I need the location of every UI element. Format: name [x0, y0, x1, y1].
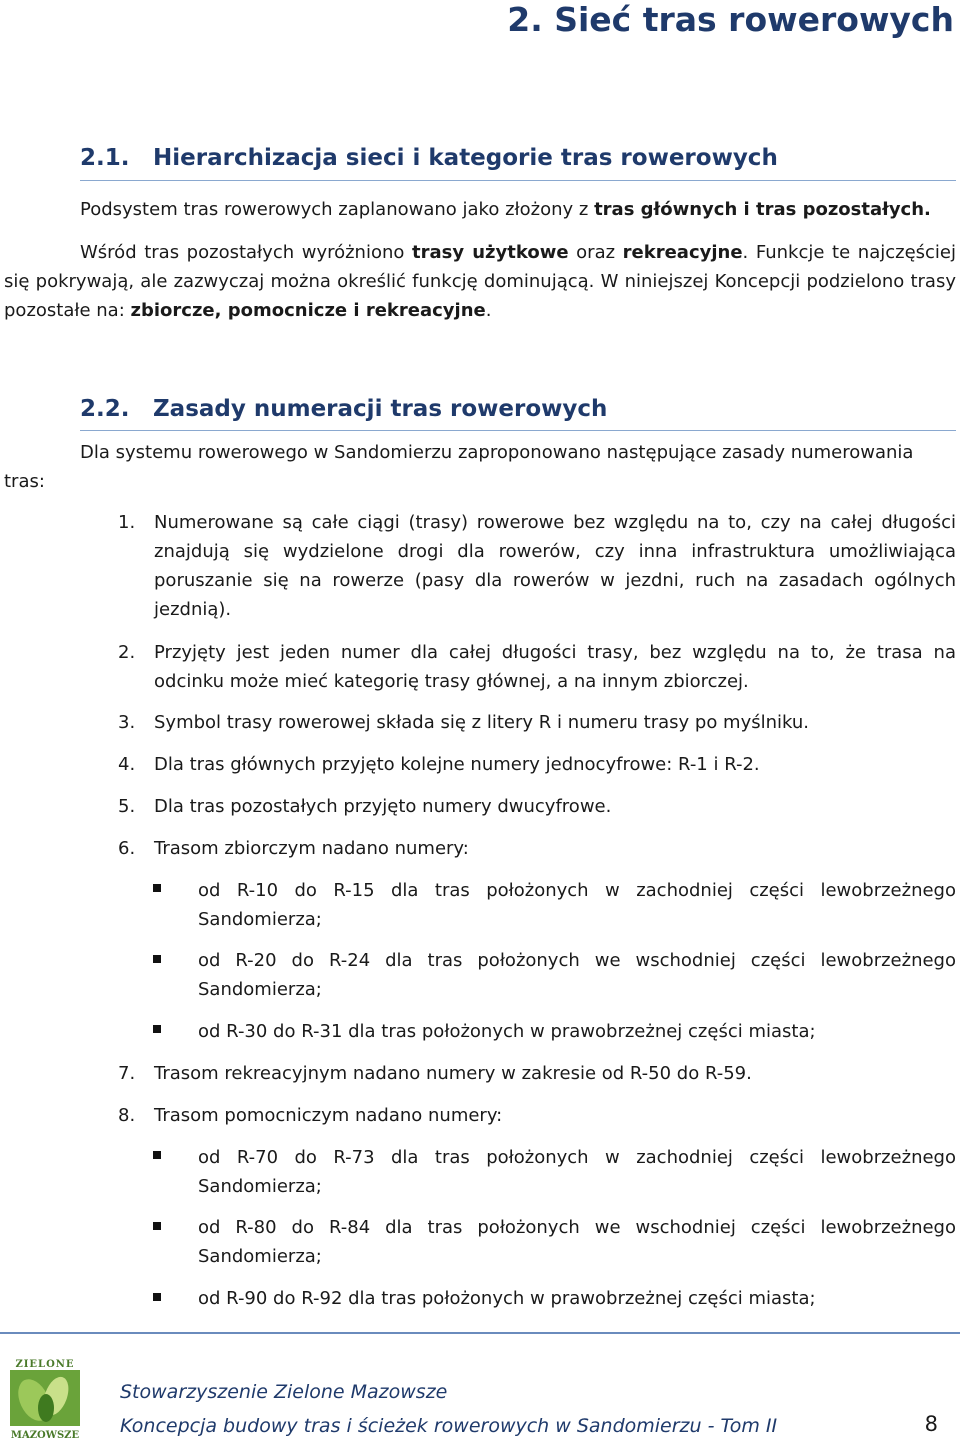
paragraph-1-text: Podsystem tras rowerowych zaplanowano jako złożony z: [80, 199, 595, 220]
paragraph-2-text-d: .: [485, 300, 492, 321]
bullet-marker: [153, 955, 161, 963]
section-heading-2-2: [80, 396, 607, 422]
bullet-text: od R-30 do R-31 dla tras położonych w prawobrzeżnej części miasta;: [198, 1021, 816, 1042]
rule-number: 5.: [118, 796, 136, 817]
footer-rule: [0, 1332, 960, 1334]
bullet-text: od R-20 do R-24 dla tras położonych we wschodniej części lewobrzeżnego Sandomierza;: [198, 950, 956, 1000]
rule-text: Trasom rekreacyjnym nadano numery w zakresie od R-50 do R-59.: [154, 1063, 752, 1084]
page-title: 2. Sieć tras rowerowych: [507, 0, 954, 39]
rule-number: 6.: [118, 838, 136, 859]
paragraph-1: [80, 195, 956, 224]
bullet-marker: [153, 1222, 161, 1230]
logo-bottom-text: MAZOWSZE: [10, 1430, 80, 1441]
rule-text: Trasom zbiorczym nadano numery:: [154, 838, 469, 859]
paragraph-2-text-a: Wśród tras pozostałych wyróżniono: [80, 242, 413, 263]
section-number: 2.1.: [80, 145, 130, 171]
paragraph-2-bold-b: rekreacyjne: [622, 242, 743, 263]
heading-rule: [80, 430, 956, 431]
document-title: Koncepcja budowy tras i ścieżek rowerowych w Sandomierzu - Tom II: [120, 1415, 778, 1437]
rule-text: Dla tras głównych przyjęto kolejne numery jednocyfrowe: R-1 i R-2.: [154, 754, 760, 775]
bullet-marker: [153, 1025, 161, 1033]
bullet-marker: [153, 884, 161, 892]
page-number: 8: [924, 1412, 938, 1436]
heading-rule: [80, 180, 956, 181]
rule-number: 2.: [118, 642, 136, 663]
section-heading-2-1: [80, 145, 778, 171]
bullet-text: od R-90 do R-92 dla tras położonych w prawobrzeżnej części miasta;: [198, 1288, 816, 1309]
intro-line: Dla systemu rowerowego w Sandomierzu zaproponowano następujące zasady numerowania: [80, 442, 914, 463]
bullet-marker: [153, 1151, 161, 1159]
paragraph-2-bold-c: zbiorcze, pomocnicze i rekreacyjne: [130, 300, 486, 321]
bullet-text: od R-70 do R-73 dla tras położonych w zachodniej części lewobrzeżnego Sandomierza;: [198, 1147, 956, 1197]
section-title: Hierarchizacja sieci i kategorie tras rowerowych: [153, 145, 778, 171]
rule-text: Trasom pomocniczym nadano numery:: [154, 1105, 503, 1126]
rule-number: 1.: [118, 512, 136, 533]
logo-icon: [4, 1356, 86, 1442]
organization-name: Stowarzyszenie Zielone Mazowsze: [120, 1381, 448, 1403]
paragraph-2-text-b: oraz: [568, 242, 623, 263]
bullet-text: od R-80 do R-84 dla tras położonych we wschodniej części lewobrzeżnego Sandomierza;: [198, 1217, 956, 1267]
rule-number: 8.: [118, 1105, 136, 1126]
bullet-text: od R-10 do R-15 dla tras położonych w zachodniej części lewobrzeżnego Sandomierza;: [198, 880, 956, 930]
section-number: 2.2.: [80, 396, 130, 422]
logo-top-text: ZIELONE: [15, 1359, 75, 1370]
paragraph-2-text-c: . Funkcje te najczęściej się pokrywają, ale zazwyczaj można określić funkcję dominującą. W niniejszej Koncepcji podzielono trasy pozostałe na:: [4, 242, 956, 321]
rule-number: 7.: [118, 1063, 136, 1084]
rule-text: Numerowane są całe ciągi (trasy) rowerowe bez względu na to, czy na całej długości znajdują się wydzielone drogi dla rowerów, czy inna infrastruktura umożliwiająca poruszanie się na rowerze (pasy dla rowerów w jezdni, ruch na zasadach ogólnych jezdnią).: [154, 512, 956, 620]
rule-text: Dla tras pozostałych przyjęto numery dwucyfrowe.: [154, 796, 612, 817]
zielone-mazowsze-logo: [4, 1356, 86, 1442]
rule-text: Symbol trasy rowerowej składa się z litery R i numeru trasy po myślniku.: [154, 712, 810, 733]
rule-number: 3.: [118, 712, 136, 733]
rule-number: 4.: [118, 754, 136, 775]
bullet-marker: [153, 1293, 161, 1301]
intro-tail: tras:: [4, 471, 45, 492]
paragraph-2: [4, 238, 956, 325]
paragraph-1-bold: tras głównych i tras pozostałych.: [594, 199, 931, 220]
section-title: Zasady numeracji tras rowerowych: [153, 396, 608, 422]
rule-text: Przyjęty jest jeden numer dla całej długości trasy, bez względu na to, że trasa na odcinku może mieć kategorię trasy głównej, a na innym zbiorczej.: [154, 642, 956, 692]
paragraph-2-bold-a: trasy użytkowe: [412, 242, 569, 263]
